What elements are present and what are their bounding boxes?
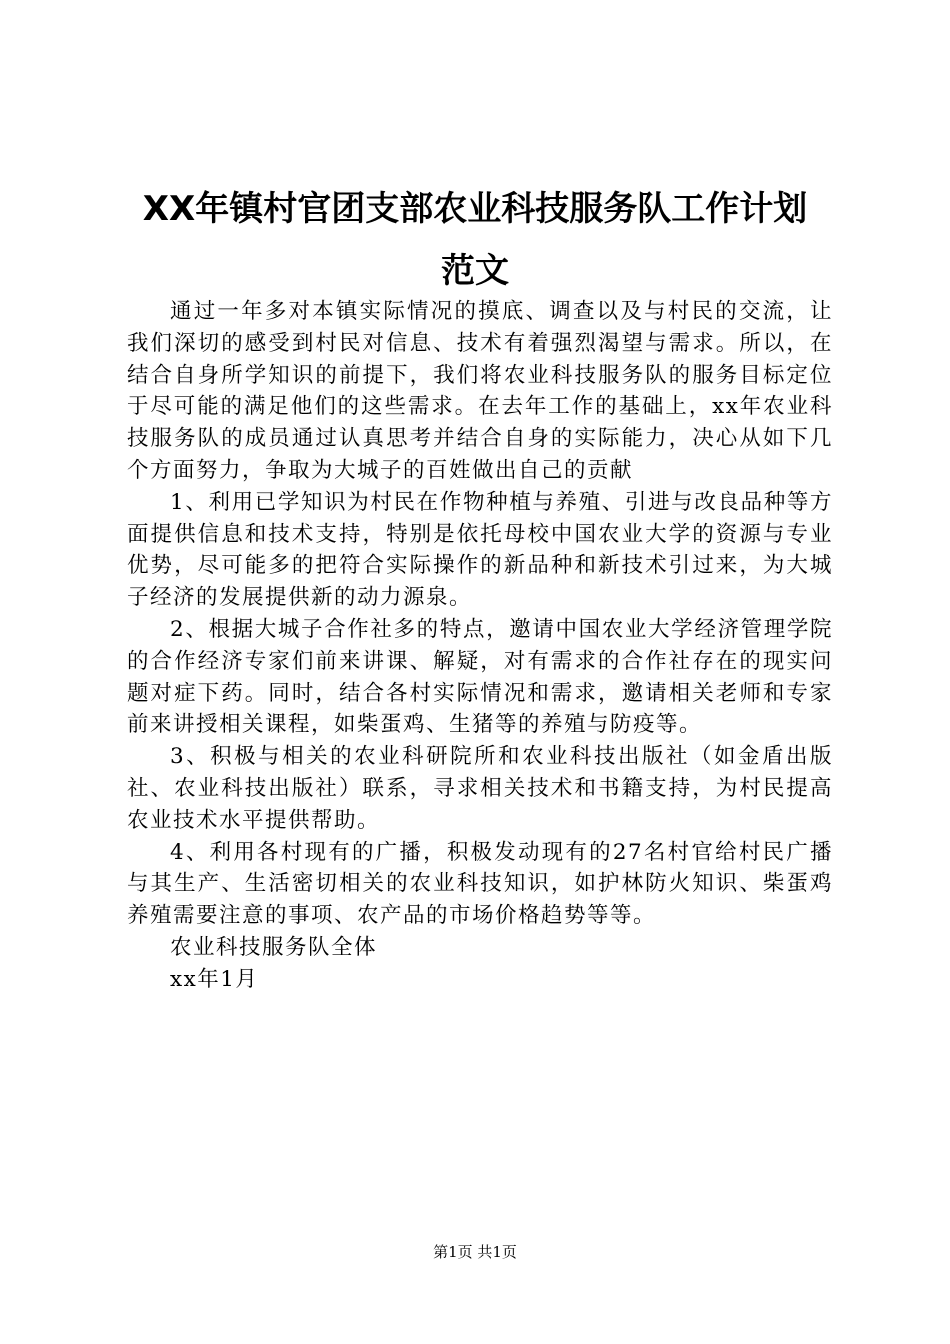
title-line-1: XX年镇村官团支部农业科技服务队工作计划 [142,189,808,229]
page-footer: 第1页 共1页 [433,1243,517,1261]
document-body [127,296,833,996]
paragraph-item-2: 2、根据大城子合作社多的特点，邀请中国农业大学经济管理学院的合作经济专家们前来讲课、解疑，对有需求的合作社存在的现实问题对症下药。同时，结合各村实际情况和需求，邀请相关老师和专家前来讲授相关课程，如柴蛋鸡、生猪等的养殖与防疫等。 [127,616,833,738]
paragraph-item-1: 1、利用已学知识为村民在作物种植与养殖、引进与改良品种等方面提供信息和技术支持，特别是依托母校中国农业大学的资源与专业优势，尽可能多的把符合实际操作的新品种和新技术引过来，为大城子经济的发展提供新的动力源泉。 [127,489,833,611]
paragraph-item-3: 3、积极与相关的农业科研院所和农业科技出版社（如金盾出版社、农业科技出版社）联系，寻求相关技术和书籍支持，为村民提高农业技术水平提供帮助。 [127,744,833,833]
title-line-2: 范文 [441,251,509,291]
document-title [110,178,840,302]
signature: 农业科技服务队全体 [170,934,378,960]
paragraph-intro: 通过一年多对本镇实际情况的摸底、调查以及与村民的交流，让我们深切的感受到村民对信息、技术有着强烈渴望与需求。所以，在结合自身所学知识的前提下，我们将农业科技服务队的服务目标定位于尽可能的满足他们的这些需求。在去年工作的基础上，xx年农业科技服务队的成员通过认真思考并结合自身的实际能力，决心从如下几个方面努力，争取为大城子的百姓做出自己的贡献 [127,299,833,483]
document-date: xx年1月 [170,966,259,992]
paragraph-item-4: 4、利用各村现有的广播，积极发动现有的27名村官给村民广播与其生产、生活密切相关的农业科技知识，如护林防火知识、柴蛋鸡养殖需要注意的事项、农产品的市场价格趋势等等。 [127,839,833,929]
